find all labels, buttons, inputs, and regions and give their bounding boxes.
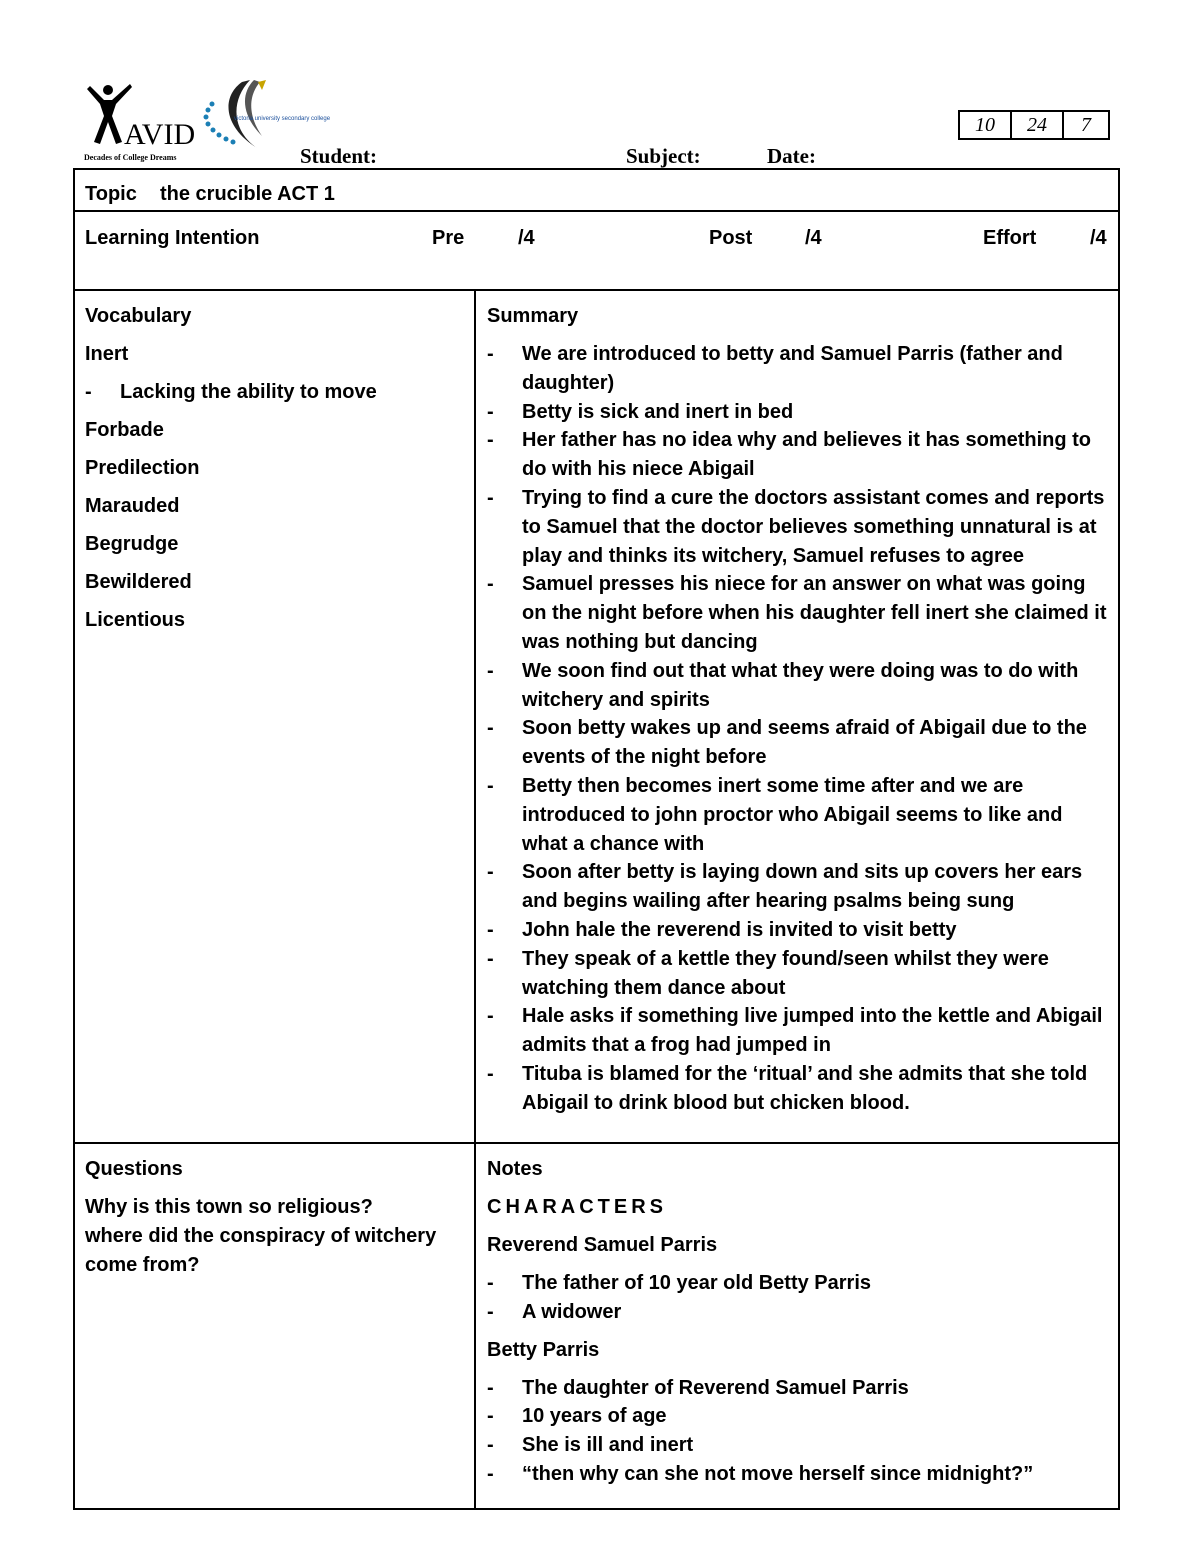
list-item: - We are introduced to betty and Samuel Parris (father and daughter) <box>487 340 1112 398</box>
vocab-word: Bewildered <box>85 571 192 593</box>
post-score: /4 <box>805 227 822 249</box>
character-name: Betty Parris <box>487 1338 600 1361</box>
pre-score: /4 <box>518 227 535 249</box>
list-item: - Betty is sick and inert in bed <box>487 398 1112 427</box>
list-item: - They speak of a kettle they found/seen whilst they were watching them dance about <box>487 945 1112 1003</box>
topic-label: Topic <box>85 183 137 205</box>
effort-score: /4 <box>1090 227 1107 249</box>
list-item: - The daughter of Reverend Samuel Parris <box>487 1374 1112 1403</box>
list-item: - John hale the reverend is invited to visit betty <box>487 916 1112 945</box>
student-label: Student: <box>300 144 378 168</box>
list-item: - She is ill and inert <box>487 1431 1112 1460</box>
character-notes-list <box>487 1269 1112 1327</box>
questions-section <box>85 1155 465 1280</box>
vocabulary-section <box>85 302 465 644</box>
list-item: - A widower <box>487 1298 1112 1327</box>
list-item: - “then why can she not move herself since midnight?” <box>487 1460 1112 1489</box>
list-item: - Betty then becomes inert some time after and we are introduced to john proctor who Abigail seems to like and what a chance with <box>487 772 1112 858</box>
vocab-word: Marauded <box>85 495 180 517</box>
question-item: where did the conspiracy of witchery come from? <box>85 1225 437 1276</box>
notes-heading: Notes <box>487 1158 543 1180</box>
avid-logo <box>82 76 331 166</box>
pre-label: Pre <box>432 227 465 249</box>
characters-heading: CHARACTERS <box>487 1196 667 1218</box>
summary-heading: Summary <box>487 305 579 327</box>
vocab-word: Predilection <box>85 457 200 479</box>
subject-label: Subject: <box>626 144 701 168</box>
table-divider <box>73 210 1120 212</box>
list-item: - Hale asks if something live jumped into the kettle and Abigail admits that a frog had jumped in <box>487 1002 1112 1060</box>
avid-wordmark: AVID <box>124 118 196 151</box>
date-boxes <box>958 110 1110 140</box>
list-item: - 10 years of age <box>487 1402 1112 1431</box>
questions-heading: Questions <box>85 1158 183 1180</box>
vocab-word: Licentious <box>85 609 186 631</box>
avid-tagline: Decades of College Dreams <box>84 153 177 162</box>
character-notes-list <box>487 1374 1112 1489</box>
notes-section <box>487 1155 1112 1498</box>
vocab-word: Forbade <box>85 419 164 441</box>
character-name: Reverend Samuel Parris <box>487 1234 718 1256</box>
list-item: - We soon find out that what they were doing was to do with witchery and spirits <box>487 657 1112 715</box>
vocab-word: Inert <box>85 343 129 365</box>
list-item: - Soon betty wakes up and seems afraid of Abigail due to the events of the night before <box>487 714 1112 772</box>
table-divider <box>73 289 1120 291</box>
list-item: - Trying to find a cure the doctors assistant comes and reports to Samuel that the doctor believes something unnatural is at play and thinks its witchery, Samuel refuses to agree <box>487 484 1112 570</box>
post-label: Post <box>709 227 753 249</box>
list-item: - Her father has no idea why and believes it has something to do with his niece Abigail <box>487 426 1112 484</box>
list-item: - Tituba is blamed for the ‘ritual’ and she admits that she told Abigail to drink blood but chicken blood. <box>487 1060 1112 1118</box>
effort-label: Effort <box>983 227 1037 249</box>
date-year: 7 <box>1062 112 1108 138</box>
vocabulary-heading: Vocabulary <box>85 305 192 327</box>
date-label: Date: <box>767 144 816 168</box>
column-divider <box>474 290 476 1510</box>
list-item: - Samuel presses his niece for an answer on what was going on the night before when his daughter fell inert she claimed it was nothing but dancing <box>487 570 1112 656</box>
table-divider <box>73 1142 1120 1144</box>
vocab-word: Begrudge <box>85 533 179 555</box>
list-item: - Soon after betty is laying down and sits up covers her ears and begins wailing after hearing psalms being sung <box>487 858 1112 916</box>
topic-value: the crucible ACT 1 <box>160 183 335 205</box>
summary-section <box>487 302 1112 1118</box>
learning-intention-label: Learning Intention <box>85 227 260 249</box>
vu-emblem-icon <box>204 80 267 148</box>
vu-text: victoria university secondary college <box>234 116 331 122</box>
list-item: - The father of 10 year old Betty Parris <box>487 1269 1112 1298</box>
question-item: Why is this town so religious? <box>85 1196 373 1218</box>
date-month: 24 <box>1010 112 1062 138</box>
vocab-definition: - Lacking the ability to move <box>85 381 377 403</box>
summary-list <box>487 340 1112 1118</box>
date-day: 10 <box>975 114 995 136</box>
